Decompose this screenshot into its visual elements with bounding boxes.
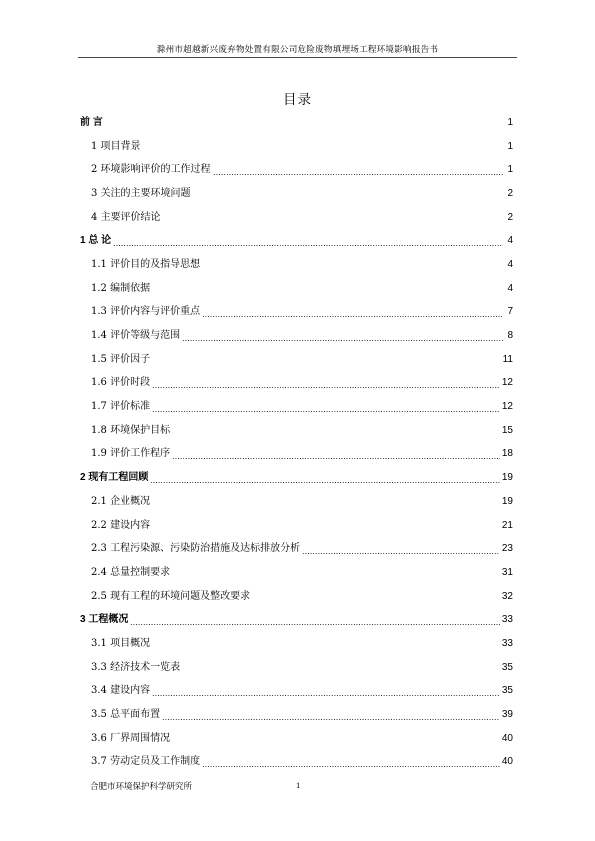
- footer-page-number: 1: [296, 780, 301, 790]
- toc-entry-label: 3 关注的主要环境问题: [91, 187, 191, 199]
- toc-dot-leader: [213, 172, 503, 175]
- toc-entry-label: 2 环境影响评价的工作过程: [91, 164, 211, 176]
- toc-entry-label: 3.5 总平面布置: [91, 709, 161, 721]
- toc-entry-page: 31: [501, 566, 513, 578]
- toc-entry-label: 3.7 劳动定员及工作制度: [91, 756, 201, 768]
- toc-entry-label: 3 工程概况: [80, 614, 129, 626]
- toc-dot-leader: [202, 764, 500, 767]
- toc-dot-leader: [152, 693, 500, 696]
- toc-entry[interactable]: [80, 751, 513, 775]
- toc-dot-leader: [163, 219, 503, 222]
- toc-entry-label: 1.7 评价标准: [91, 401, 151, 413]
- toc-entry-label: 2.5 现有工程的环境问题及整改要求: [91, 590, 251, 602]
- toc-entry-page: 4: [507, 282, 513, 294]
- toc-entry-label: 2.3 工程污染源、污染防治措施及达标排放分析: [91, 543, 301, 555]
- toc-entry[interactable]: [80, 395, 513, 419]
- toc-entry-label: 1 总 论: [80, 235, 112, 247]
- toc-entry[interactable]: [80, 514, 513, 538]
- toc-entry-page: 33: [501, 614, 513, 626]
- toc-entry[interactable]: [80, 632, 513, 656]
- toc-entry-page: 8: [507, 330, 513, 342]
- toc-entry[interactable]: [80, 158, 513, 182]
- toc-entry[interactable]: [80, 253, 513, 277]
- toc-entry-label: 1.9 评价工作程序: [91, 448, 171, 460]
- toc-entry[interactable]: [80, 229, 513, 253]
- toc-entry[interactable]: [80, 443, 513, 467]
- toc-entry-page: 18: [501, 448, 513, 460]
- toc-entry-label: 1.6 评价时段: [91, 377, 151, 389]
- toc-entry-page: 19: [501, 472, 513, 484]
- toc-entry[interactable]: [80, 182, 513, 206]
- toc-dot-leader: [152, 409, 500, 412]
- toc-entry[interactable]: [80, 490, 513, 514]
- toc-entry-label: 1.3 评价内容与评价重点: [91, 306, 201, 318]
- toc-dot-leader: [152, 503, 500, 506]
- toc-entry-label: 前 言: [80, 116, 103, 128]
- toc-entry-label: 1.2 编制依据: [91, 282, 151, 294]
- toc-entry-label: 3.6 厂界周围情况: [91, 732, 171, 744]
- toc-dot-leader: [143, 148, 503, 151]
- toc-entry[interactable]: [80, 561, 513, 585]
- toc-dot-leader: [152, 290, 503, 293]
- toc-dot-leader: [202, 314, 503, 317]
- toc-entry-label: 3.3 经济技术一览表: [91, 661, 181, 673]
- toc-entry[interactable]: [80, 703, 513, 727]
- toc-entry[interactable]: [80, 656, 513, 680]
- toc-dot-leader: [202, 266, 503, 269]
- toc-entry-page: 4: [507, 235, 513, 247]
- toc-entry[interactable]: [80, 111, 513, 135]
- toc-entry-label: 3.4 建设内容: [91, 685, 151, 697]
- toc-entry-page: 19: [501, 495, 513, 507]
- toc-entry[interactable]: [80, 301, 513, 325]
- page-header: 滁州市超越新兴废弃物处置有限公司危险废物填埋场工程环境影响报告书: [78, 43, 517, 58]
- toc-dot-leader: [182, 669, 500, 672]
- toc-dot-leader: [152, 527, 500, 530]
- toc-entry-page: 7: [507, 306, 513, 318]
- toc-entry-page: 35: [501, 685, 513, 697]
- toc-dot-leader: [252, 598, 500, 601]
- toc-entry[interactable]: [80, 537, 513, 561]
- toc-entry-label: 1.1 评价目的及指导思想: [91, 258, 201, 270]
- toc-entry-page: 39: [501, 709, 513, 721]
- toc-entry-page: 2: [507, 187, 513, 199]
- toc-entry-page: 12: [501, 377, 513, 389]
- toc-entry[interactable]: [80, 372, 513, 396]
- toc-entry-page: 23: [501, 543, 513, 555]
- toc-entry[interactable]: [80, 608, 513, 632]
- toc-entry[interactable]: [80, 680, 513, 704]
- toc-entry-page: 1: [507, 116, 513, 128]
- toc-dot-leader: [172, 740, 500, 743]
- toc-entry[interactable]: [80, 466, 513, 490]
- toc-entry-page: 35: [501, 661, 513, 673]
- toc-entry-label: 2 现有工程回顾: [80, 472, 149, 484]
- toc-dot-leader: [182, 338, 503, 341]
- toc-entry[interactable]: [80, 135, 513, 159]
- toc-dot-leader: [193, 195, 503, 198]
- toc-entry[interactable]: [80, 324, 513, 348]
- toc-entry-page: 1: [507, 164, 513, 176]
- toc-entry-label: 2.4 总量控制要求: [91, 566, 171, 578]
- toc-dot-leader: [130, 622, 500, 625]
- toc-dot-leader: [172, 432, 500, 435]
- toc-dot-leader: [152, 361, 501, 364]
- toc-title: 目录: [283, 92, 312, 108]
- toc-entry-label: 1 项目背景: [91, 140, 141, 152]
- toc-entry-page: 40: [501, 732, 513, 744]
- toc-dot-leader: [162, 717, 500, 720]
- toc-dot-leader: [152, 385, 500, 388]
- toc-entry[interactable]: [80, 727, 513, 751]
- toc-dot-leader: [150, 480, 500, 483]
- toc-entry-label: 2.2 建设内容: [91, 519, 151, 531]
- toc-entry-page: 15: [501, 424, 513, 436]
- toc-entry[interactable]: [80, 206, 513, 230]
- toc-entry[interactable]: [80, 277, 513, 301]
- footer-organization: 合肥市环境保护科学研究所: [90, 782, 193, 792]
- toc-entry-page: 2: [507, 211, 513, 223]
- toc-entry-label: 2.1 企业概况: [91, 495, 151, 507]
- toc-entry-page: 21: [501, 519, 513, 531]
- toc-dot-leader: [302, 551, 500, 554]
- toc-entry-page: 12: [501, 401, 513, 413]
- toc-entry-page: 40: [501, 756, 513, 768]
- toc-entry-page: 4: [507, 258, 513, 270]
- toc-entry-page: 33: [501, 637, 513, 649]
- toc-entry[interactable]: [80, 348, 513, 372]
- toc-dot-leader: [172, 574, 500, 577]
- toc-dot-leader: [172, 456, 500, 459]
- toc-entry-label: 4 主要评价结论: [91, 211, 161, 223]
- toc-entry[interactable]: [80, 419, 513, 443]
- toc-entry-page: 1: [507, 140, 513, 152]
- toc-entry-page: 11: [502, 353, 513, 365]
- toc-entry-label: 1.5 评价因子: [91, 353, 151, 365]
- toc-entry-label: 3.1 项目概况: [91, 637, 151, 649]
- table-of-contents: [80, 111, 513, 774]
- toc-entry-page: 32: [501, 590, 513, 602]
- toc-dot-leader: [152, 645, 500, 648]
- toc-dot-leader: [113, 243, 503, 246]
- toc-dot-leader: [105, 124, 503, 127]
- toc-entry-label: 1.4 评价等级与范围: [91, 330, 181, 342]
- toc-entry-label: 1.8 环境保护目标: [91, 424, 171, 436]
- toc-entry[interactable]: [80, 585, 513, 609]
